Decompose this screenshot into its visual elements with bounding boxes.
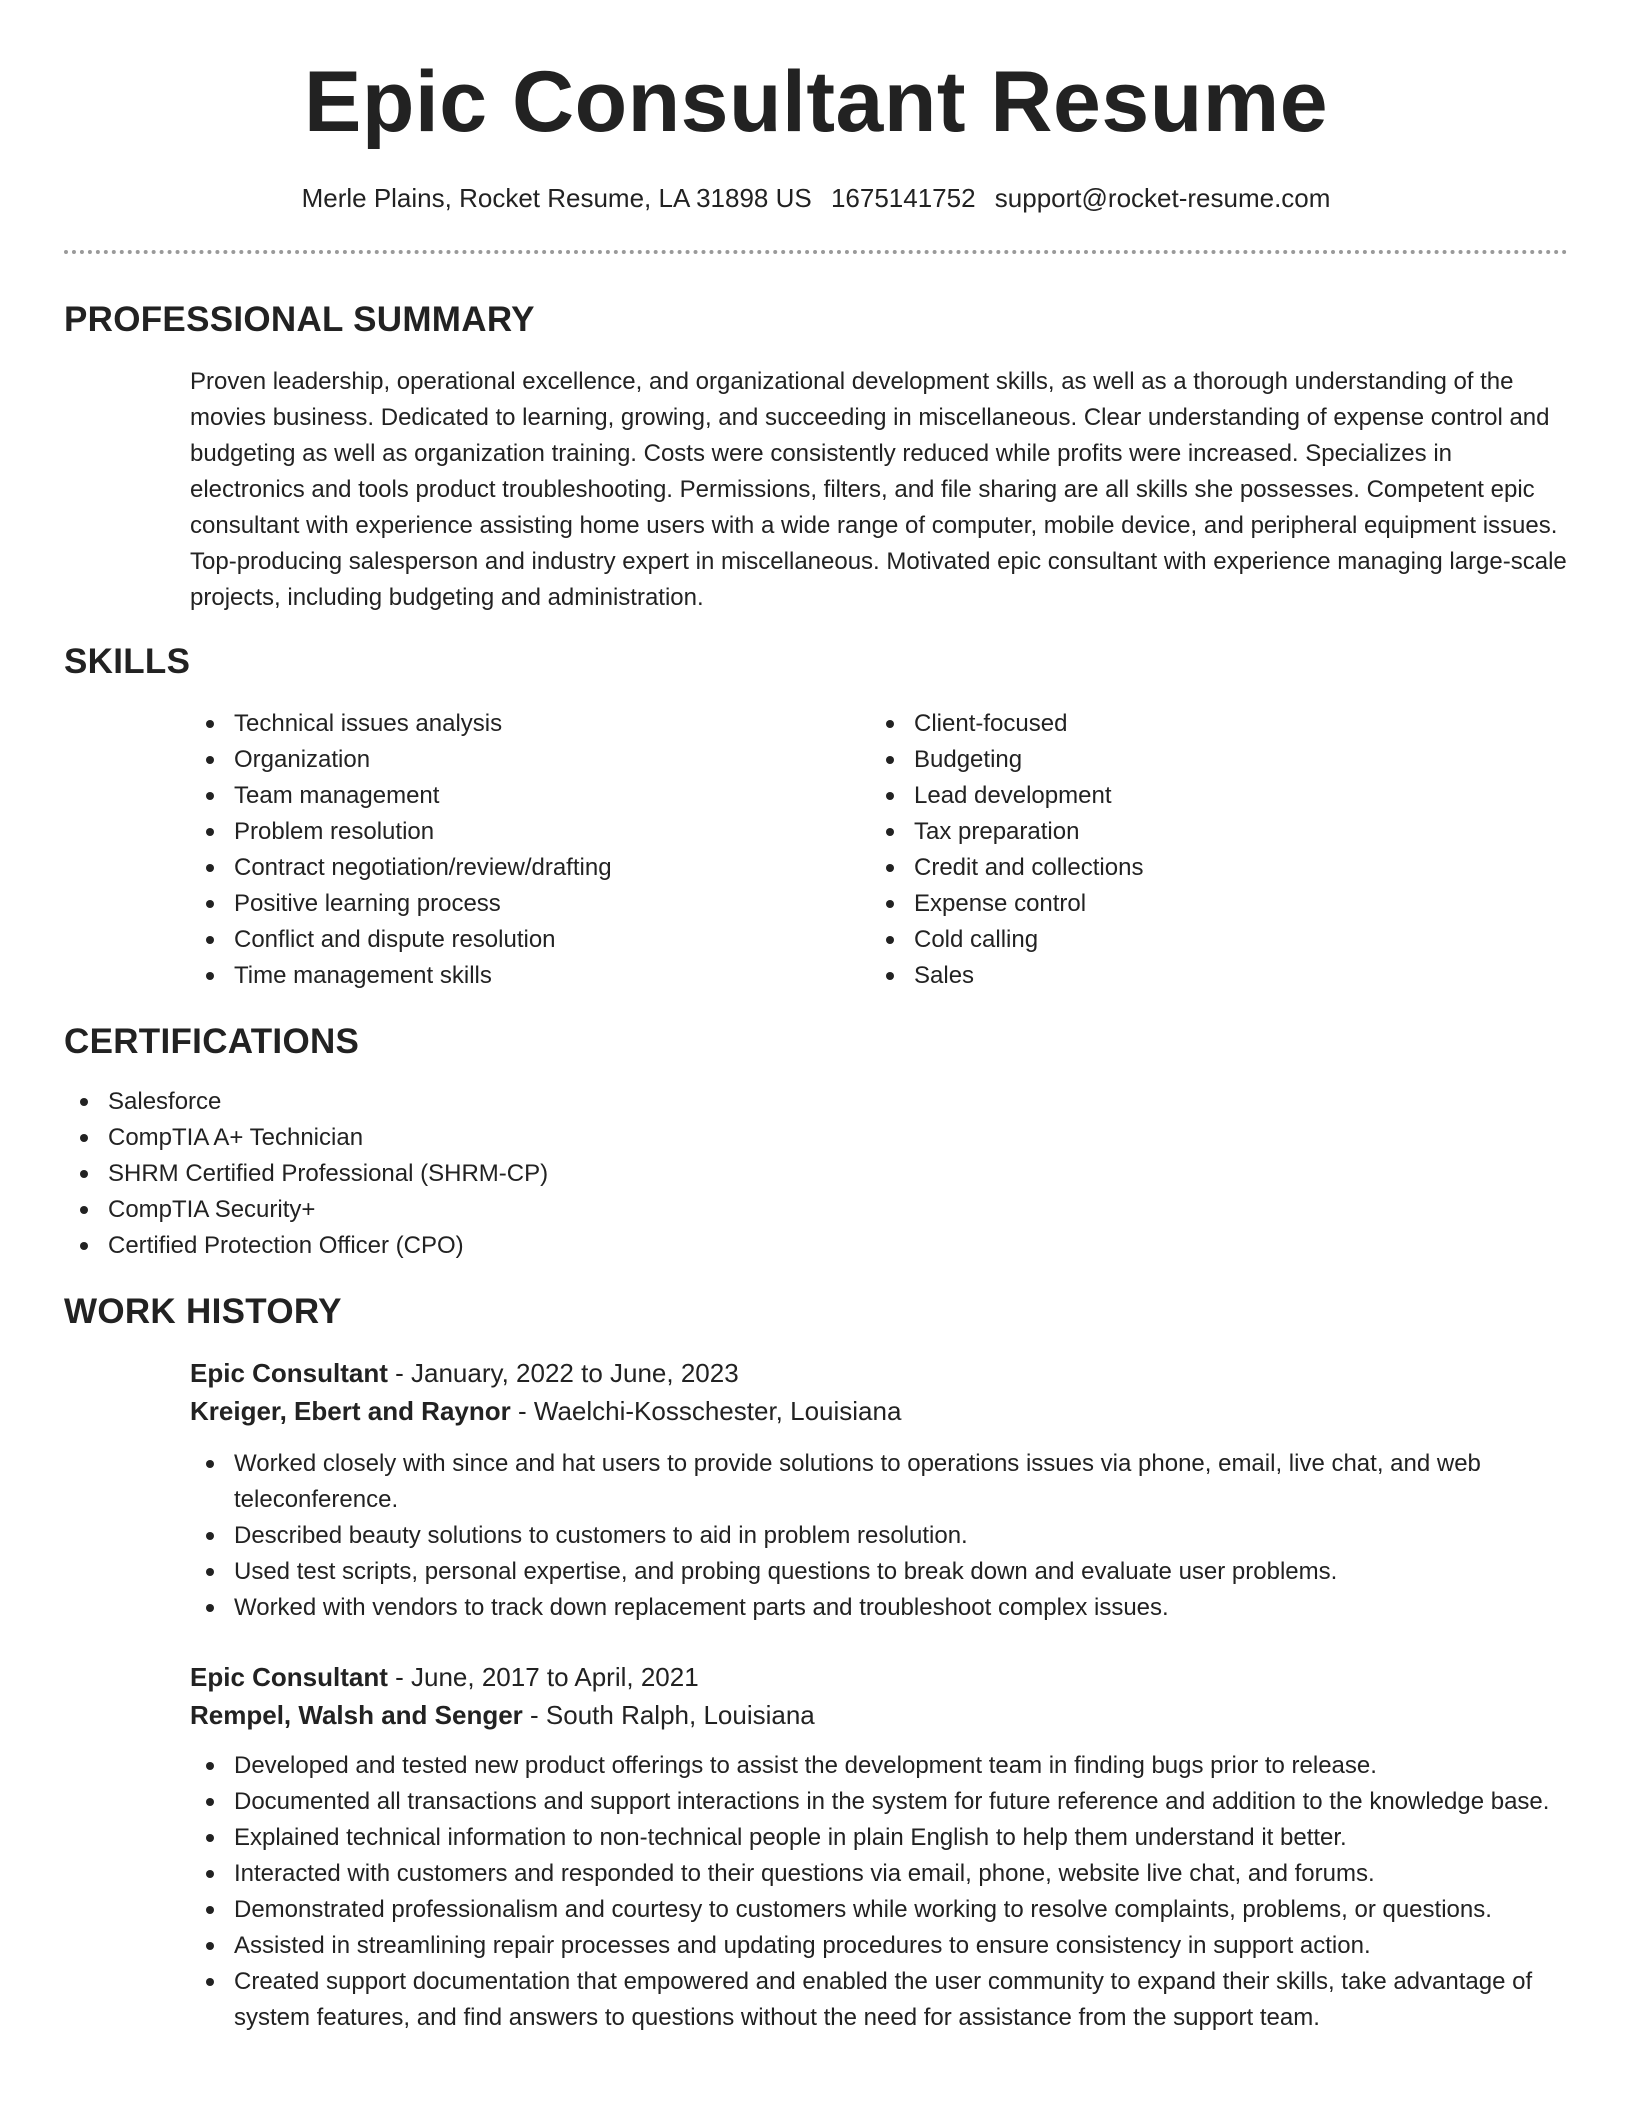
summary-section <box>64 298 1568 616</box>
contact-address: Merle Plains, Rocket Resume, LA 31898 US <box>301 183 812 213</box>
certification-item: SHRM Certified Professional (SHRM-CP) <box>64 1156 1568 1192</box>
job-company: Kreiger, Ebert and Raynor <box>190 1396 511 1426</box>
job-location: - South Ralph, Louisiana <box>522 1700 815 1730</box>
skill-item: Technical issues analysis <box>190 706 870 742</box>
summary-text: Proven leadership, operational excellence, and organizational development skills, as well as a thorough understanding of the movies business. Dedicated to learning, growing, and succeeding in miscellaneous. Clear understanding of expense control and budgeting as well as organization training. Costs were consistently reduced while profits were increased. Specializes in electronics and tools product troubleshooting. Permissions, filters, and file sharing are all skills she possesses. Competent epic consultant with experience assisting home users with a wide range of computer, mobile device, and peripheral equipment issues. Top-producing salesperson and industry expert in miscellaneous. Motivated epic consultant with experience managing large-scale projects, including budgeting and administration. <box>190 368 1567 611</box>
summary-heading: PROFESSIONAL SUMMARY <box>64 300 535 339</box>
certification-item: Certified Protection Officer (CPO) <box>64 1228 1568 1264</box>
job-bullet: Documented all transactions and support interactions in the system for future reference and addition to the knowledge base. <box>190 1784 1568 1820</box>
skill-item: Lead development <box>870 778 1550 814</box>
header-divider <box>64 250 1568 254</box>
job-bullet: Described beauty solutions to customers to aid in problem resolution. <box>190 1518 1568 1554</box>
skill-item: Sales <box>870 958 1550 994</box>
certification-item: Salesforce <box>64 1084 1568 1120</box>
skill-item: Client-focused <box>870 706 1550 742</box>
resume-page <box>64 52 1568 2036</box>
skills-heading: SKILLS <box>64 642 191 681</box>
job-dates: - January, 2022 to June, 2023 <box>387 1358 739 1388</box>
work-history-section <box>64 1290 1568 2036</box>
job-bullet: Created support documentation that empowered and enabled the user community to expand their skills, take advantage of system features, and find answers to questions without the need for assistance from the support team. <box>190 1964 1568 2036</box>
job-bullets <box>190 1748 1568 2036</box>
job-bullet: Demonstrated professionalism and courtesy to customers while working to resolve complaints, problems, or questions. <box>190 1892 1568 1928</box>
job-dates: - June, 2017 to April, 2021 <box>387 1662 699 1692</box>
job-entry <box>190 1354 1568 1626</box>
job-bullet: Interacted with customers and responded to their questions via email, phone, website live chat, and forums. <box>190 1856 1568 1892</box>
contact-phone: 1675141752 <box>830 183 976 213</box>
job-location: - Waelchi-Kosschester, Louisiana <box>510 1396 902 1426</box>
skill-item: Budgeting <box>870 742 1550 778</box>
skills-left-list <box>190 706 870 994</box>
skills-right-list <box>870 706 1550 994</box>
certifications-list <box>64 1084 1568 1264</box>
skill-item: Credit and collections <box>870 850 1550 886</box>
skill-item: Time management skills <box>190 958 870 994</box>
certification-item: CompTIA Security+ <box>64 1192 1568 1228</box>
skills-section <box>64 640 1568 994</box>
skill-item: Cold calling <box>870 922 1550 958</box>
skill-item: Contract negotiation/review/drafting <box>190 850 870 886</box>
job-bullets <box>190 1446 1568 1626</box>
resume-title: Epic Consultant Resume <box>303 54 1329 150</box>
skill-item: Positive learning process <box>190 886 870 922</box>
job-company-line <box>190 1392 1568 1430</box>
job-bullet: Assisted in streamlining repair processes and updating procedures to ensure consistency in support action. <box>190 1928 1568 1964</box>
job-title-line <box>190 1354 1568 1392</box>
contact-email: support@rocket-resume.com <box>994 183 1331 213</box>
skill-item: Team management <box>190 778 870 814</box>
job-entry <box>190 1658 1568 2036</box>
skill-item: Organization <box>190 742 870 778</box>
job-company-line <box>190 1696 1568 1734</box>
certifications-section <box>64 1020 1568 1264</box>
certifications-heading: CERTIFICATIONS <box>64 1022 360 1061</box>
job-bullet: Explained technical information to non-technical people in plain English to help them understand it better. <box>190 1820 1568 1856</box>
skill-item: Conflict and dispute resolution <box>190 922 870 958</box>
job-bullet: Used test scripts, personal expertise, and probing questions to break down and evaluate user problems. <box>190 1554 1568 1590</box>
skill-item: Problem resolution <box>190 814 870 850</box>
job-role: Epic Consultant <box>190 1358 388 1388</box>
work-history-heading: WORK HISTORY <box>64 1292 342 1331</box>
contact-line <box>64 180 1568 216</box>
skills-columns <box>190 706 1568 994</box>
skill-item: Tax preparation <box>870 814 1550 850</box>
job-title-line <box>190 1658 1568 1696</box>
job-role: Epic Consultant <box>190 1662 388 1692</box>
job-bullet: Worked with vendors to track down replacement parts and troubleshoot complex issues. <box>190 1590 1568 1626</box>
certification-item: CompTIA A+ Technician <box>64 1120 1568 1156</box>
job-bullet: Worked closely with since and hat users to provide solutions to operations issues via phone, email, live chat, and web teleconference. <box>190 1446 1568 1518</box>
skill-item: Expense control <box>870 886 1550 922</box>
job-bullet: Developed and tested new product offerings to assist the development team in finding bugs prior to release. <box>190 1748 1568 1784</box>
job-company: Rempel, Walsh and Senger <box>190 1700 523 1730</box>
